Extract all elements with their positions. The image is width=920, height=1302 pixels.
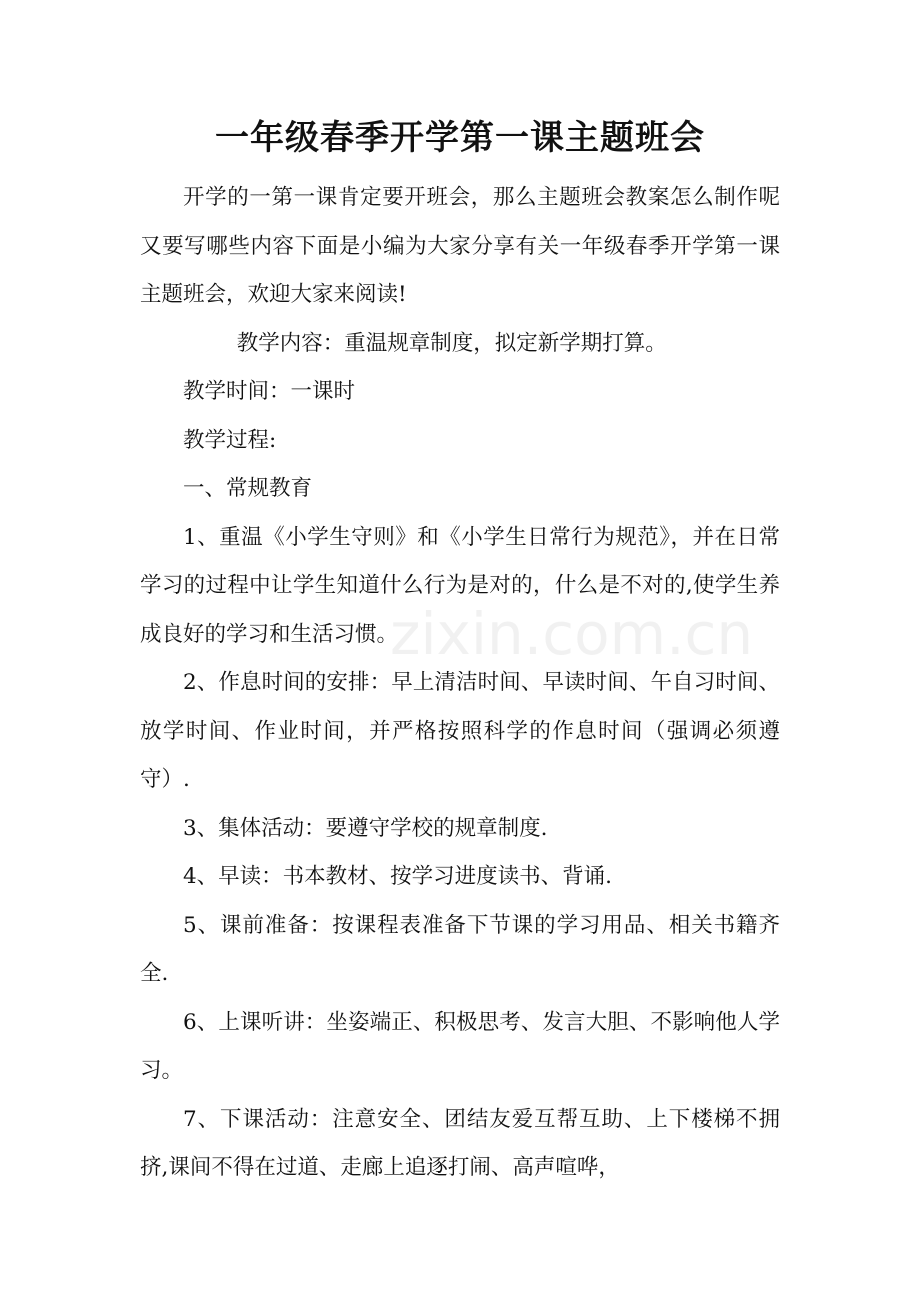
document-title: 一年级春季开学第一课主题班会 xyxy=(215,118,705,158)
section-heading-routine-education: 一、常规教育 xyxy=(183,476,313,501)
teaching-time: 教学时间：一课时 xyxy=(183,379,356,404)
intro-paragraph: 开学的一第一课肯定要开班会，那么主题班会教案怎么制作呢又要写哪些内容下面是小编为大家分享有关一年级春季开学第一课主题班会，欢迎大家来阅读! xyxy=(140,185,780,307)
list-item: 1、重温《小学生守则》和《小学生日常行为规范》，并在日常学习的过程中让学生知道什么行为是对的，什么是不对的,使学生养成良好的学习和生活习惯。 xyxy=(140,524,780,647)
watermark-text: zixin.com.cn xyxy=(390,600,754,668)
list-item: 3、集体活动：要遵守学校的规章制度. xyxy=(183,815,548,841)
list-item: 7、下课活动：注意安全、团结友爱互帮互助、上下楼梯不拥挤,课间不得在过道、走廊上追逐打闹、高声喧哗， xyxy=(140,1106,780,1180)
teaching-process-heading: 教学过程: xyxy=(183,427,277,453)
list-item: 4、早读：书本教材、按学习进度读书、背诵. xyxy=(183,864,613,889)
list-item: 5、课前准备：按课程表准备下节课的学习用品、相关书籍齐全. xyxy=(140,912,780,986)
list-item: 2、作息时间的安排：早上清洁时间、早读时间、午自习时间、放学时间、作业时间，并严格按照科学的作息时间（强调必须遵守）. xyxy=(140,670,780,792)
list-item: 6、上课听讲：坐姿端正、积极思考、发言大胆、不影响他人学习。 xyxy=(140,1009,780,1083)
teaching-content: 教学内容：重温规章制度，拟定新学期打算。 xyxy=(236,330,667,356)
document-body xyxy=(140,174,780,1193)
